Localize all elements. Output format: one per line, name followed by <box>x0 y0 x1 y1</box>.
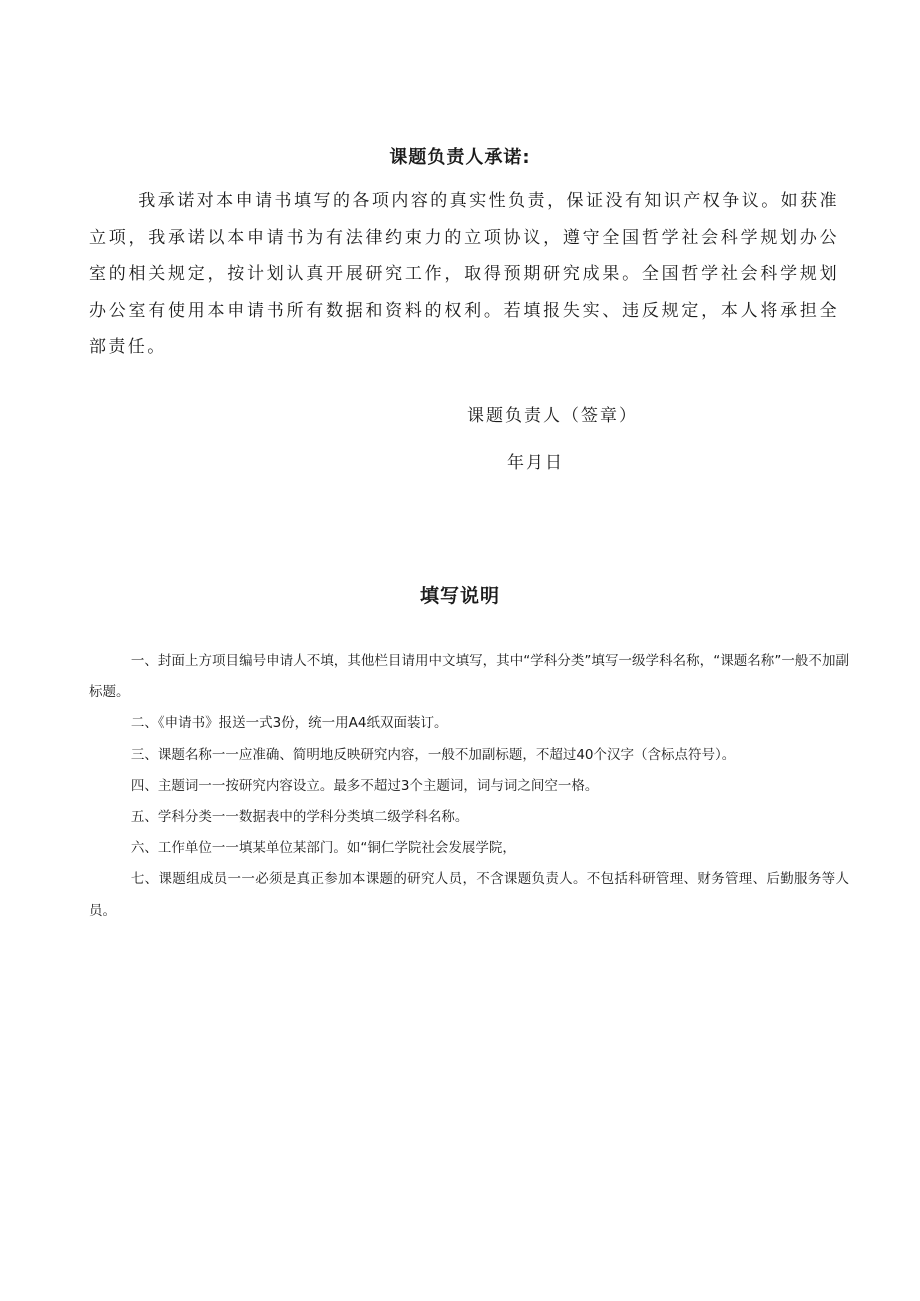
instructions-heading: 填写说明 <box>419 585 500 607</box>
instruction-item: 二、《申请书》报送一式3份，统一用A4纸双面装订。 <box>130 715 448 732</box>
instruction-item: 四、主题词一一按研究内容设立。最多不超过3个主题词，词与词之间空一格。 <box>130 777 599 794</box>
signature-label: 课题负责人（签章） <box>467 406 638 426</box>
instructions-list <box>89 646 849 927</box>
instruction-item: 一、封面上方项目编号申请人不填，其他栏目请用中文填写，其中“学科分类”填写一级学科名称，“课题名称”一般不加副标题。 <box>89 653 849 701</box>
pledge-body: 我承诺对本申请书填写的各项内容的真实性负责，保证没有知识产权争议。如获准立项，我承诺以本申请书为有法律约束力的立项协议，遵守全国哲学社会科学规划办公室的相关规定，按计划认真开展研究工作，取得预期研究成果。全国哲学社会科学规划办公室有使用本申请书所有数据和资料的权利。若填报失实、违反规定，本人将承担全部责任。 <box>89 191 839 357</box>
instruction-item: 三、课题名称一一应准确、简明地反映研究内容，一般不加副标题，不超过40个汉字（含标点符号）。 <box>130 746 736 763</box>
instruction-item: 五、学科分类一一数据表中的学科分类填二级学科名称。 <box>130 809 469 826</box>
instruction-item: 七、课题组成员一一必须是真正参加本课题的研究人员，不含课题负责人。不包括科研管理、财务管理、后勤服务等人员。 <box>89 871 849 919</box>
pledge-heading: 课题负责人承诺: <box>389 147 531 168</box>
instruction-item: 六、工作单位一一填某单位某部门。如“铜仁学院社会发展学院， <box>130 840 516 857</box>
date-label: 年月日 <box>507 453 564 473</box>
